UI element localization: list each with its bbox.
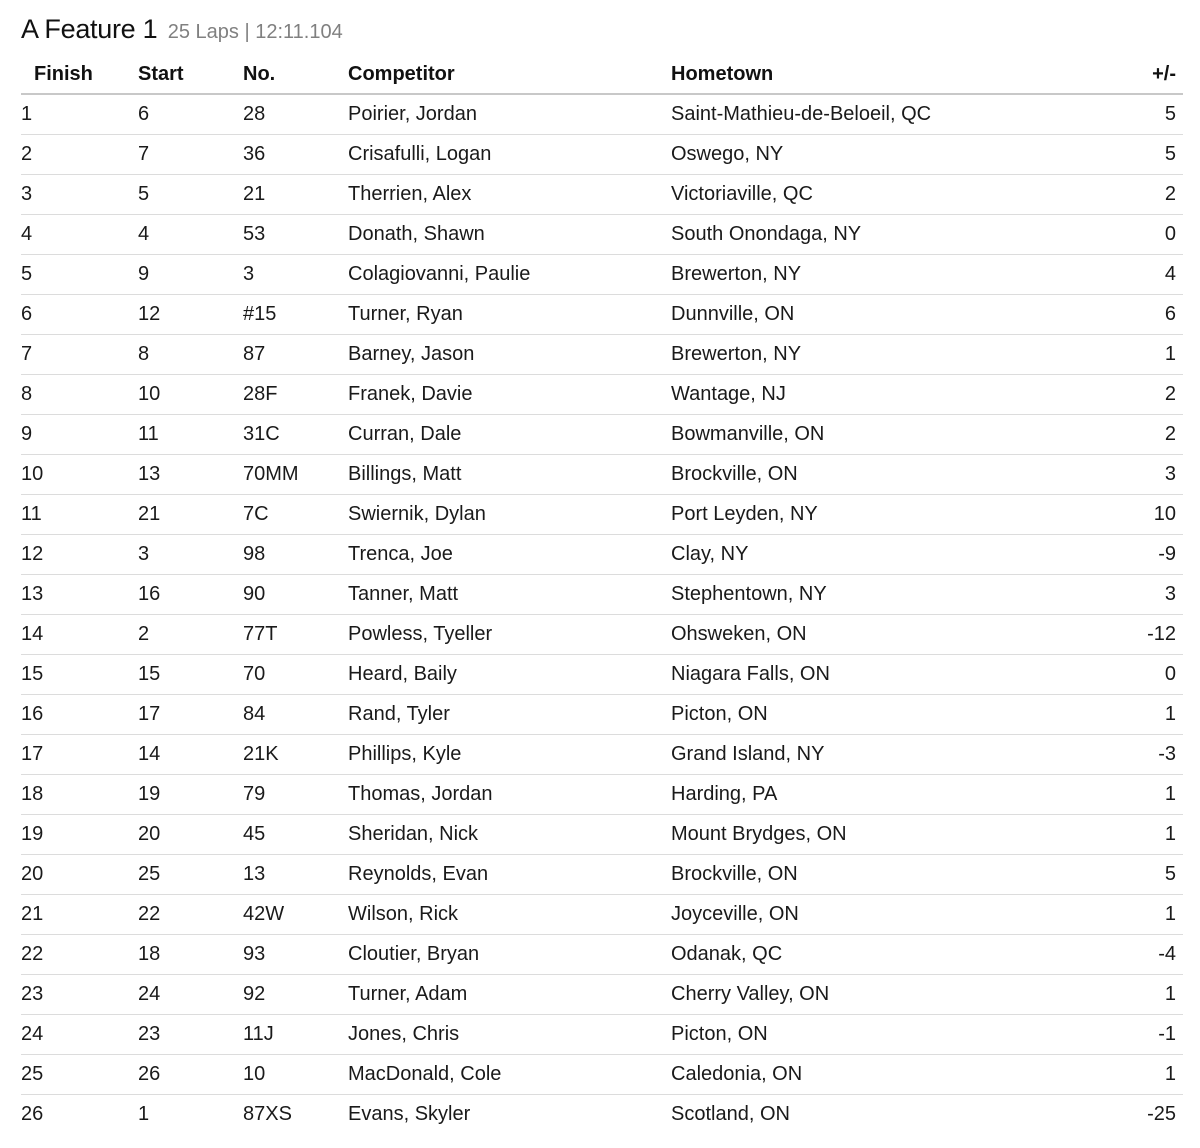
position-change-cell: 2 — [1091, 375, 1183, 415]
car-number-cell: 21K — [243, 735, 348, 775]
table-row — [21, 815, 1183, 855]
table-row — [21, 335, 1183, 375]
column-header-hometown[interactable]: Hometown — [671, 55, 1091, 94]
competitor-name-cell: Wilson, Rick — [348, 895, 671, 935]
competitor-name-cell: Jones, Chris — [348, 1015, 671, 1055]
finish-position-cell: 24 — [21, 1015, 138, 1055]
table-row — [21, 135, 1183, 175]
start-position-cell: 12 — [138, 295, 243, 335]
competitor-name-cell: Poirier, Jordan — [348, 94, 671, 135]
finish-position-cell: 25 — [21, 1055, 138, 1095]
car-number-cell: 42W — [243, 895, 348, 935]
competitor-name-cell: Heard, Baily — [348, 655, 671, 695]
competitor-name-cell: MacDonald, Cole — [348, 1055, 671, 1095]
start-position-cell: 3 — [138, 535, 243, 575]
hometown-cell: Harding, PA — [671, 775, 1091, 815]
start-position-cell: 10 — [138, 375, 243, 415]
hometown-cell: Picton, ON — [671, 1015, 1091, 1055]
page-title: A Feature 1 — [21, 14, 158, 44]
column-header-number[interactable]: No. — [243, 55, 348, 94]
car-number-cell: 3 — [243, 255, 348, 295]
column-header-competitor[interactable]: Competitor — [348, 55, 671, 94]
finish-position-cell: 4 — [21, 215, 138, 255]
table-row — [21, 735, 1183, 775]
start-position-cell: 21 — [138, 495, 243, 535]
finish-position-cell: 22 — [21, 935, 138, 975]
start-position-cell: 5 — [138, 175, 243, 215]
position-change-cell: 2 — [1091, 175, 1183, 215]
competitor-name-cell: Crisafulli, Logan — [348, 135, 671, 175]
position-change-cell: -12 — [1091, 615, 1183, 655]
race-summary: 25 Laps | 12:11.104 — [167, 21, 343, 43]
table-row — [21, 1055, 1183, 1095]
finish-position-cell: 12 — [21, 535, 138, 575]
car-number-cell: 92 — [243, 975, 348, 1015]
table-header-row — [21, 55, 1183, 94]
car-number-cell: 93 — [243, 935, 348, 975]
car-number-cell: #15 — [243, 295, 348, 335]
competitor-name-cell: Donath, Shawn — [348, 215, 671, 255]
position-change-cell: 5 — [1091, 855, 1183, 895]
hometown-cell: Picton, ON — [671, 695, 1091, 735]
results-body — [21, 94, 1183, 1134]
finish-position-cell: 7 — [21, 335, 138, 375]
table-row — [21, 855, 1183, 895]
hometown-cell: Bowmanville, ON — [671, 415, 1091, 455]
start-position-cell: 13 — [138, 455, 243, 495]
start-position-cell: 19 — [138, 775, 243, 815]
position-change-cell: 1 — [1091, 815, 1183, 855]
table-row — [21, 895, 1183, 935]
table-row — [21, 215, 1183, 255]
start-position-cell: 22 — [138, 895, 243, 935]
column-header-start[interactable]: Start — [138, 55, 243, 94]
hometown-cell: Brockville, ON — [671, 855, 1091, 895]
table-row — [21, 1015, 1183, 1055]
table-row — [21, 695, 1183, 735]
finish-position-cell: 11 — [21, 495, 138, 535]
finish-position-cell: 21 — [21, 895, 138, 935]
finish-position-cell: 26 — [21, 1103, 44, 1125]
start-position-cell: 11 — [138, 415, 243, 455]
position-change-cell: 5 — [1091, 94, 1183, 135]
start-position-cell: 24 — [138, 975, 243, 1015]
car-number-cell: 53 — [243, 215, 348, 255]
hometown-cell: Port Leyden, NY — [671, 495, 1091, 535]
finish-position-cell: 18 — [21, 775, 138, 815]
hometown-cell: Brewerton, NY — [671, 335, 1091, 375]
start-position-cell: 23 — [138, 1015, 243, 1055]
results-header — [21, 14, 343, 54]
competitor-name-cell: Trenca, Joe — [348, 535, 671, 575]
competitor-name-cell: Thomas, Jordan — [348, 775, 671, 815]
position-change-cell: 1 — [1091, 695, 1183, 735]
competitor-name-cell: Sheridan, Nick — [348, 815, 671, 855]
car-number-cell: 28F — [243, 375, 348, 415]
hometown-cell: Niagara Falls, ON — [671, 655, 1091, 695]
hometown-cell: Joyceville, ON — [671, 895, 1091, 935]
car-number-cell: 28 — [243, 94, 348, 135]
competitor-name-cell: Rand, Tyler — [348, 695, 671, 735]
hometown-cell: Brockville, ON — [671, 455, 1091, 495]
position-change-cell: 1 — [1091, 1055, 1183, 1095]
competitor-name-cell: Powless, Tyeller — [348, 615, 671, 655]
table-row — [21, 655, 1183, 695]
position-change-cell: 0 — [1091, 215, 1183, 255]
car-number-cell: 70MM — [243, 455, 348, 495]
hometown-cell: Victoriaville, QC — [671, 175, 1091, 215]
car-number-cell: 77T — [243, 615, 348, 655]
finish-position-cell: 14 — [21, 615, 138, 655]
finish-position-cell: 15 — [21, 655, 138, 695]
position-change-cell: 1 — [1091, 895, 1183, 935]
start-position-cell: 16 — [138, 575, 243, 615]
position-change-cell: 3 — [1091, 575, 1183, 615]
finish-position-cell: 10 — [21, 455, 138, 495]
start-position-cell: 7 — [138, 135, 243, 175]
competitor-name-cell: Tanner, Matt — [348, 575, 671, 615]
car-number-cell: 87 — [243, 335, 348, 375]
finish-position-cell: 6 — [21, 295, 138, 335]
competitor-name-cell: Reynolds, Evan — [348, 855, 671, 895]
competitor-name-cell: Colagiovanni, Paulie — [348, 255, 671, 295]
position-change-cell: -25 — [1147, 1103, 1176, 1125]
start-position-cell: 14 — [138, 735, 243, 775]
finish-position-cell: 19 — [21, 815, 138, 855]
position-change-cell: -4 — [1091, 935, 1183, 975]
finish-position-cell: 20 — [21, 855, 138, 895]
hometown-cell: Clay, NY — [671, 535, 1091, 575]
start-position-cell: 18 — [138, 935, 243, 975]
competitor-name-cell: Curran, Dale — [348, 415, 671, 455]
hometown-cell: Stephentown, NY — [671, 575, 1091, 615]
start-position-cell: 4 — [138, 215, 243, 255]
finish-position-cell: 3 — [21, 175, 138, 215]
finish-position-cell: 5 — [21, 255, 138, 295]
table-row — [21, 94, 1183, 135]
table-row — [21, 975, 1183, 1015]
position-change-cell: -9 — [1091, 535, 1183, 575]
competitor-name-cell: Franek, Davie — [348, 375, 671, 415]
table-row — [21, 615, 1183, 655]
hometown-cell: Oswego, NY — [671, 135, 1091, 175]
competitor-name-cell: Cloutier, Bryan — [348, 935, 671, 975]
table-row — [21, 495, 1183, 535]
competitor-name-cell: Therrien, Alex — [348, 175, 671, 215]
car-number-cell: 90 — [243, 575, 348, 615]
start-position-cell: 15 — [138, 655, 243, 695]
hometown-cell: Saint-Mathieu-de-Beloeil, QC — [671, 94, 1091, 135]
position-change-cell: 1 — [1091, 335, 1183, 375]
car-number-cell: 11J — [243, 1015, 348, 1055]
column-header-position-change[interactable]: +/- — [1091, 55, 1183, 94]
hometown-cell: Caledonia, ON — [671, 1055, 1091, 1095]
start-position-cell: 9 — [138, 255, 243, 295]
car-number-cell: 98 — [243, 535, 348, 575]
table-row — [21, 455, 1183, 495]
competitor-name-cell: Billings, Matt — [348, 455, 671, 495]
table-row — [21, 415, 1183, 455]
hometown-cell: Brewerton, NY — [671, 255, 1091, 295]
car-number-cell: 13 — [243, 855, 348, 895]
finish-position-cell: 2 — [21, 135, 138, 175]
position-change-cell: 1 — [1091, 775, 1183, 815]
table-row — [21, 175, 1183, 215]
table-row — [21, 935, 1183, 975]
finish-position-cell: 9 — [21, 415, 138, 455]
car-number-cell: 45 — [243, 815, 348, 855]
car-number-cell: 31C — [243, 415, 348, 455]
car-number-cell: 87XS — [243, 1103, 292, 1125]
start-position-cell: 8 — [138, 335, 243, 375]
start-position-cell: 20 — [138, 815, 243, 855]
hometown-cell: Wantage, NJ — [671, 375, 1091, 415]
competitor-name-cell: Phillips, Kyle — [348, 735, 671, 775]
finish-position-cell: 13 — [21, 575, 138, 615]
hometown-cell: Cherry Valley, ON — [671, 975, 1091, 1015]
competitor-name-cell: Barney, Jason — [348, 335, 671, 375]
start-position-cell: 2 — [138, 615, 243, 655]
table-row — [21, 575, 1183, 615]
car-number-cell: 79 — [243, 775, 348, 815]
column-header-finish[interactable]: Finish — [21, 55, 138, 94]
hometown-cell: South Onondaga, NY — [671, 215, 1091, 255]
position-change-cell: 4 — [1091, 255, 1183, 295]
car-number-cell: 21 — [243, 175, 348, 215]
competitor-name-cell: Evans, Skyler — [348, 1103, 471, 1125]
hometown-cell: Ohsweken, ON — [671, 615, 1091, 655]
start-position-cell: 6 — [138, 94, 243, 135]
position-change-cell: 6 — [1091, 295, 1183, 335]
position-change-cell: 10 — [1091, 495, 1183, 535]
car-number-cell: 84 — [243, 695, 348, 735]
competitor-name-cell: Swiernik, Dylan — [348, 495, 671, 535]
start-position-cell: 25 — [138, 855, 243, 895]
table-row — [21, 375, 1183, 415]
finish-position-cell: 16 — [21, 695, 138, 735]
table-row — [21, 1095, 1183, 1135]
start-position-cell: 26 — [138, 1055, 243, 1095]
finish-position-cell: 17 — [21, 735, 138, 775]
hometown-cell: Scotland, ON — [671, 1103, 790, 1125]
hometown-cell: Odanak, QC — [671, 935, 1091, 975]
table-row — [21, 295, 1183, 335]
results-table — [21, 55, 1183, 1134]
start-position-cell: 1 — [138, 1103, 150, 1125]
position-change-cell: -3 — [1091, 735, 1183, 775]
position-change-cell: 3 — [1091, 455, 1183, 495]
hometown-cell: Dunnville, ON — [671, 295, 1091, 335]
finish-position-cell: 8 — [21, 375, 138, 415]
car-number-cell: 70 — [243, 655, 348, 695]
competitor-name-cell: Turner, Ryan — [348, 295, 671, 335]
position-change-cell: -1 — [1091, 1015, 1183, 1055]
hometown-cell: Grand Island, NY — [671, 735, 1091, 775]
car-number-cell: 10 — [243, 1055, 348, 1095]
car-number-cell: 7C — [243, 495, 348, 535]
start-position-cell: 17 — [138, 695, 243, 735]
table-row — [21, 255, 1183, 295]
finish-position-cell: 23 — [21, 975, 138, 1015]
position-change-cell: 0 — [1091, 655, 1183, 695]
position-change-cell: 5 — [1091, 135, 1183, 175]
table-row — [21, 775, 1183, 815]
hometown-cell: Mount Brydges, ON — [671, 815, 1091, 855]
table-row — [21, 535, 1183, 575]
position-change-cell: 1 — [1091, 975, 1183, 1015]
position-change-cell: 2 — [1091, 415, 1183, 455]
car-number-cell: 36 — [243, 135, 348, 175]
finish-position-cell: 1 — [21, 94, 138, 135]
competitor-name-cell: Turner, Adam — [348, 975, 671, 1015]
